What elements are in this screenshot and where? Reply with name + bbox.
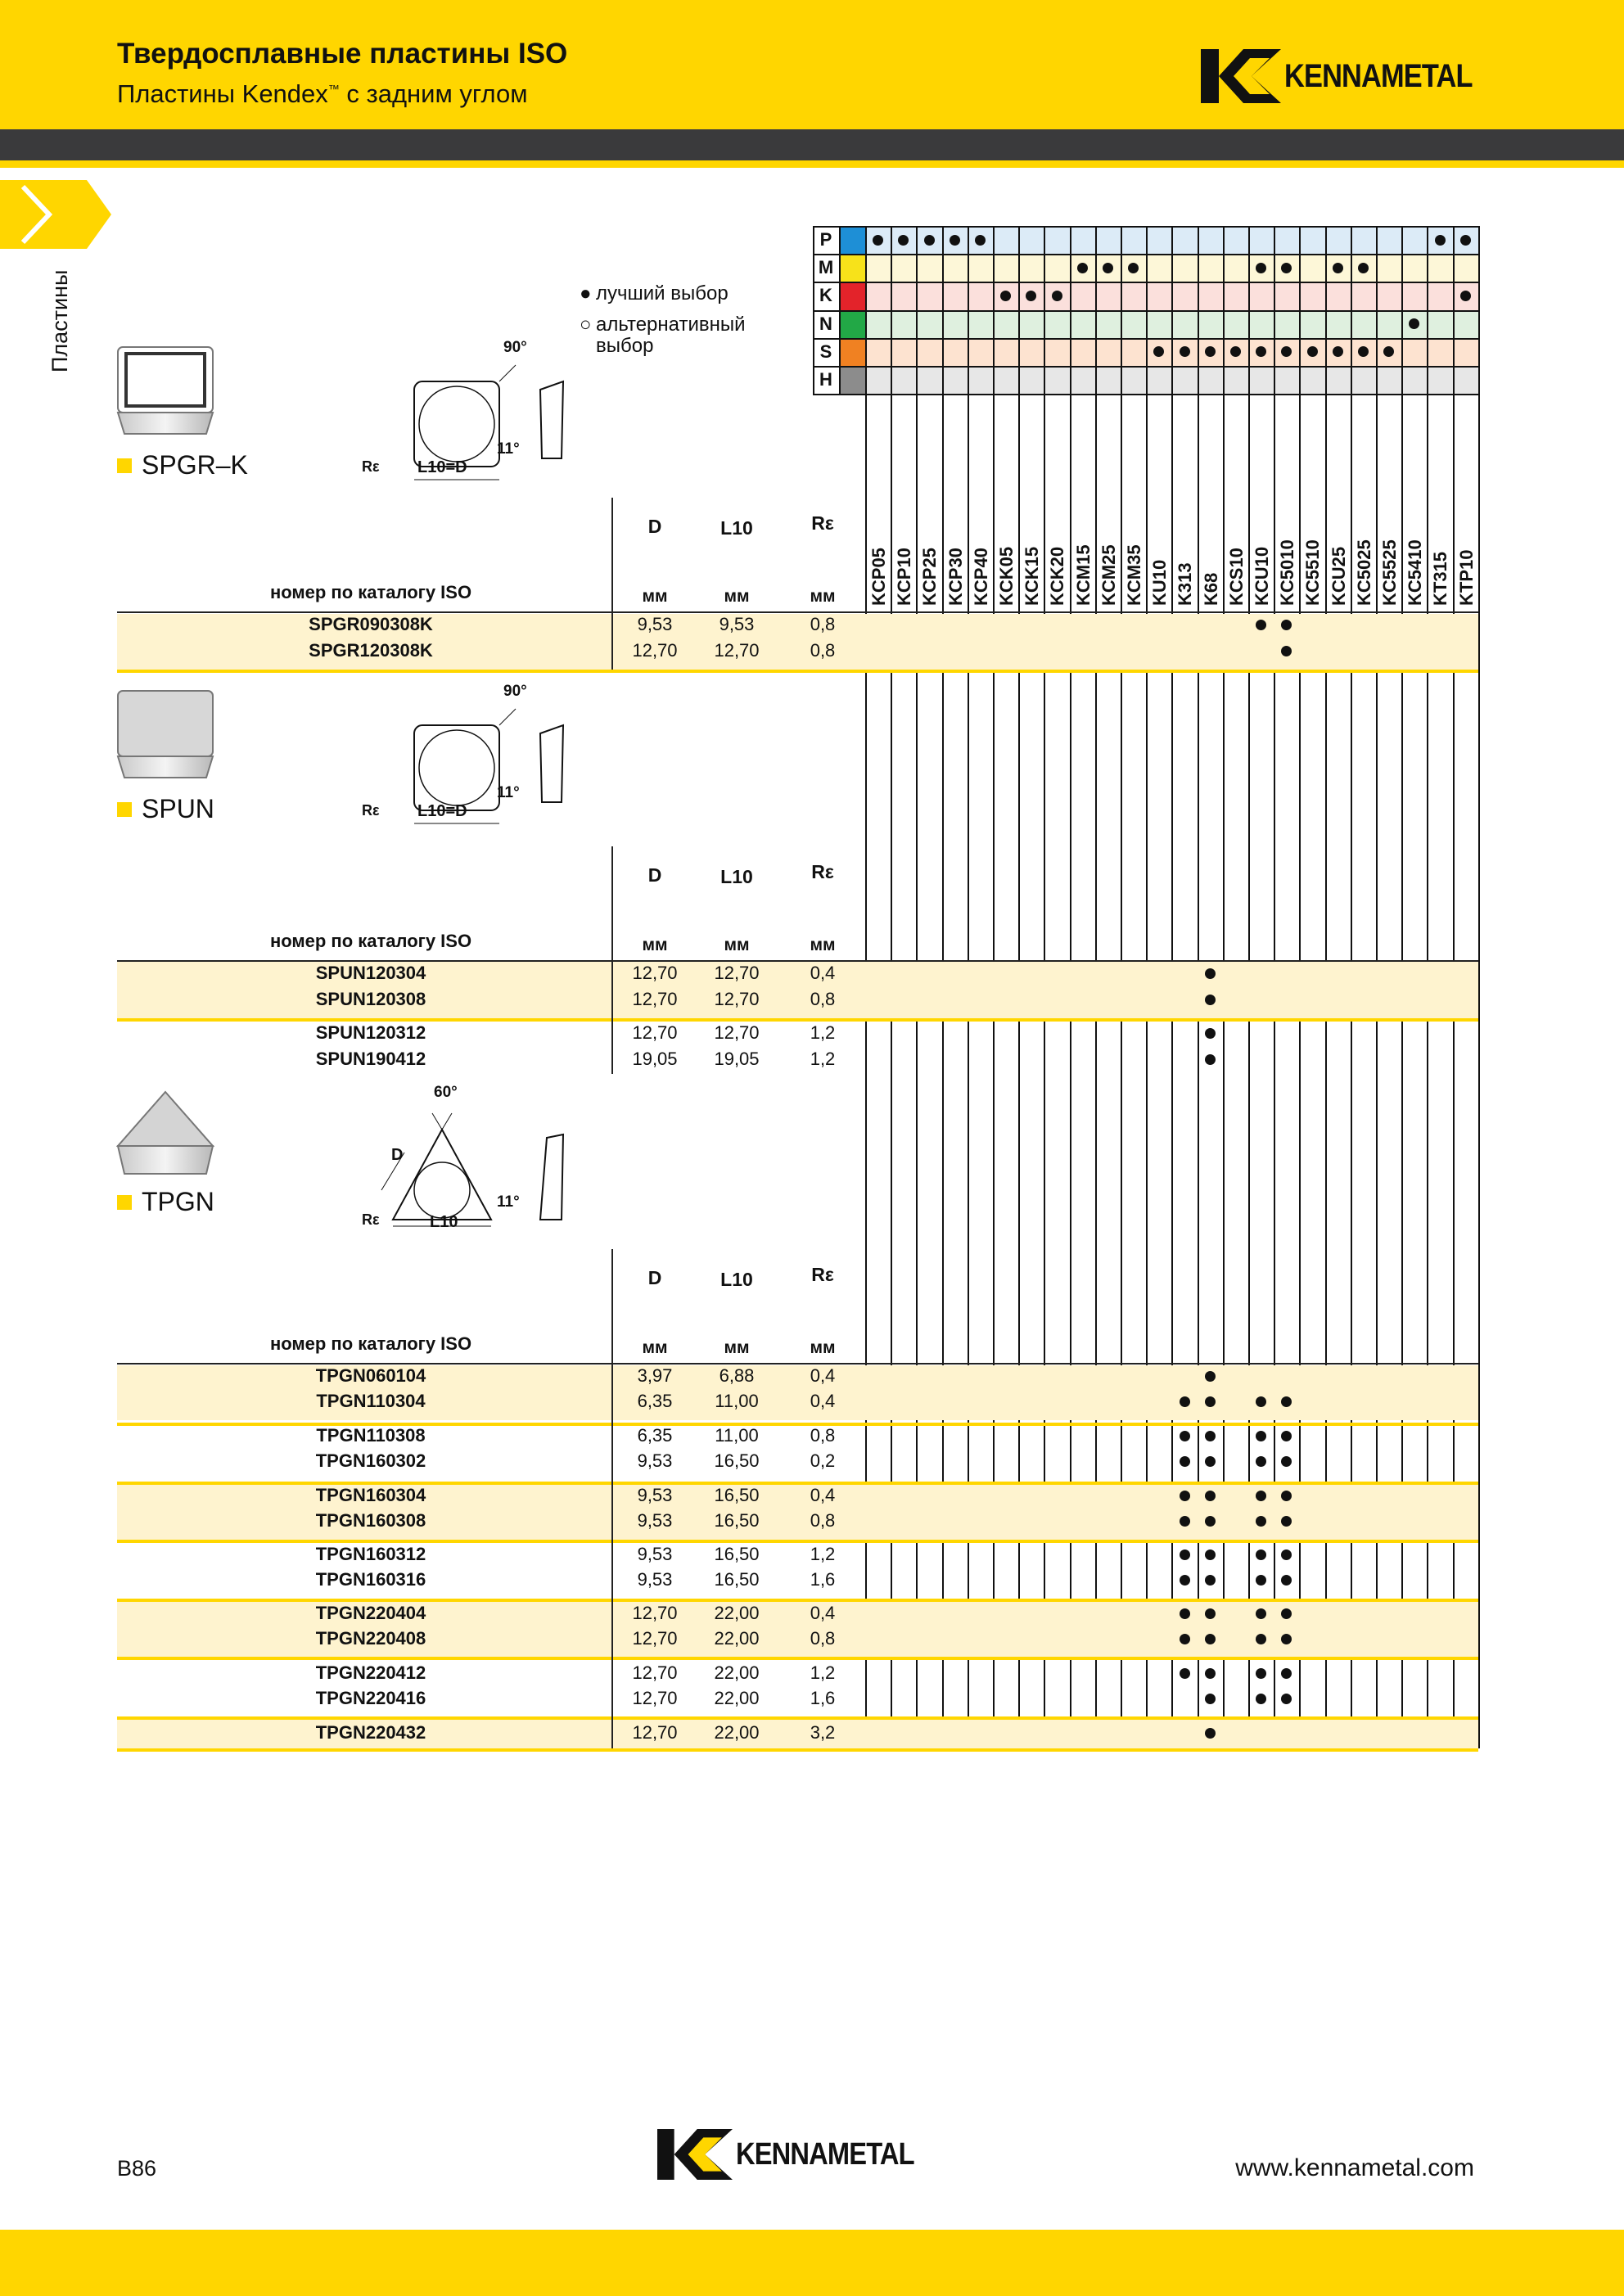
grade-recommendation-dot [1180, 1516, 1190, 1527]
value-re: 0,8 [810, 1628, 836, 1649]
grade-recommendation-dot [1205, 968, 1216, 979]
footer-yellow-band [0, 2230, 1624, 2296]
material-dot [1128, 263, 1139, 273]
grade-label: KCU25 [1328, 546, 1349, 606]
material-dot [1077, 263, 1088, 273]
clearance-angle-label: 11° [497, 440, 520, 458]
value-re: 1,2 [810, 1544, 836, 1564]
product-name-spgrk [117, 450, 248, 480]
header-l10: L10 [720, 517, 753, 539]
product-name-text: SPGR–K [142, 450, 248, 480]
material-dot [1180, 346, 1190, 357]
catalog-code: TPGN220412 [315, 1662, 426, 1683]
value-re: 0,4 [810, 963, 836, 983]
product-name-spun [117, 794, 214, 824]
value-d: 12,70 [632, 640, 678, 661]
corner-radius-label: Rε [362, 458, 380, 475]
grade-recommendation-dot [1205, 995, 1216, 1005]
header-d: D [647, 516, 662, 537]
grade-recommendation-dot [1180, 1549, 1190, 1560]
website-link[interactable]: www.kennametal.com [1235, 2154, 1474, 2181]
product-name-text: SPUN [142, 794, 214, 823]
grade-label: KTP10 [1455, 549, 1477, 606]
grade-recommendation-dot [1256, 1431, 1266, 1441]
value-l10: 22,00 [714, 1688, 760, 1708]
grade-recommendation-dot [1281, 646, 1292, 656]
grade-recommendation-dot [1180, 1491, 1190, 1501]
value-l10: 12,70 [714, 1022, 760, 1043]
material-color-swatch [839, 282, 865, 309]
grade-recommendation-dot [1256, 620, 1266, 630]
yellow-square-icon [117, 802, 132, 817]
value-d: 12,70 [632, 989, 678, 1009]
grade-recommendation-dot [1205, 1516, 1216, 1527]
header-yellow-line [0, 160, 1624, 168]
grade-recommendation-dot [1281, 1516, 1292, 1527]
angle-label: 60° [434, 1084, 458, 1101]
grade-recommendation-dot [1205, 1549, 1216, 1560]
header-iso-code: номер по каталогу ISO [269, 931, 472, 951]
value-d: 12,70 [632, 1662, 678, 1683]
material-dot [1358, 263, 1369, 273]
value-re: 1,2 [810, 1662, 836, 1683]
grade-label: KCK15 [1022, 546, 1043, 606]
material-code-p: P [813, 226, 839, 254]
value-re: 0,4 [810, 1485, 836, 1505]
catalog-code: SPUN190412 [315, 1049, 426, 1069]
legend-alternative: ○ альтернативный выбор [580, 314, 746, 357]
grade-label: KCM15 [1072, 544, 1094, 606]
grade-recommendation-dot [1205, 1456, 1216, 1467]
catalog-code: TPGN220408 [315, 1628, 426, 1649]
row-separator [117, 1748, 1478, 1752]
value-re: 0,4 [810, 1391, 836, 1411]
kennametal-logo: KENNAMETAL [1201, 49, 1503, 103]
matrix-frame-line [813, 226, 814, 394]
grade-label: KC5410 [1405, 539, 1426, 606]
row-separator [117, 1018, 1478, 1022]
insert-photo-icon [115, 344, 216, 438]
side-section-label: Пластины [47, 269, 72, 372]
value-re: 1,6 [810, 1569, 836, 1590]
value-l10: 16,50 [714, 1544, 760, 1564]
grade-recommendation-dot [1256, 1491, 1266, 1501]
grade-recommendation-dot [1180, 1456, 1190, 1467]
catalog-code: TPGN060104 [315, 1365, 426, 1386]
kennametal-k-icon [1201, 49, 1281, 103]
header-iso-code: номер по каталогу ISO [269, 1333, 472, 1354]
material-dot [1333, 263, 1343, 273]
header-re: Rε [811, 861, 834, 882]
material-color-swatch [839, 310, 865, 338]
table-header-line [117, 611, 1478, 613]
yellow-square-icon [117, 1195, 132, 1210]
row-separator [117, 1599, 1478, 1602]
page-subtitle: Пластины Kendex™ с задним углом [117, 79, 528, 108]
material-code-s: S [813, 338, 839, 366]
material-dot [1052, 291, 1062, 301]
header-unit-mm: мм [810, 936, 836, 954]
grade-recommendation-dot [1205, 1575, 1216, 1586]
header-unit-mm: мм [642, 936, 668, 954]
grade-label: KCP10 [894, 548, 915, 606]
clearance-angle-label: 11° [497, 1193, 520, 1211]
value-l10: 22,00 [714, 1628, 760, 1649]
corner-radius-label: Rε [362, 802, 380, 819]
material-dot [1460, 235, 1471, 246]
grade-recommendation-dot [1205, 1396, 1216, 1407]
grade-recommendation-dot [1180, 1396, 1190, 1407]
page-number: B86 [117, 2156, 157, 2181]
value-d: 6,35 [637, 1425, 673, 1446]
grade-recommendation-dot [1281, 1456, 1292, 1467]
grade-recommendation-dot [1256, 1668, 1266, 1679]
row-separator [117, 1716, 1478, 1720]
dimension-column-line [611, 846, 613, 1074]
grade-recommendation-dot [1281, 1431, 1292, 1441]
grade-label: KCM35 [1124, 544, 1144, 606]
page-header [0, 0, 1624, 129]
grade-recommendation-dot [1205, 1608, 1216, 1619]
catalog-code: TPGN220416 [315, 1688, 426, 1708]
value-re: 0,2 [810, 1450, 836, 1471]
material-color-swatch [839, 226, 865, 254]
grade-recommendation-dot [1256, 1456, 1266, 1467]
grade-recommendation-dot [1205, 1028, 1216, 1039]
grade-label: KC5025 [1353, 539, 1374, 606]
grade-recommendation-dot [1256, 1549, 1266, 1560]
grade-recommendation-dot [1281, 1491, 1292, 1501]
edge-length-label: L10 [430, 1213, 458, 1231]
grade-recommendation-dot [1256, 1634, 1266, 1644]
header-unit-mm: мм [724, 587, 750, 606]
value-d: 12,70 [632, 963, 678, 983]
grade-recommendation-dot [1256, 1694, 1266, 1704]
header-re: Rε [811, 512, 834, 534]
grade-label: KC5510 [1302, 539, 1324, 606]
material-code-m: M [813, 254, 839, 282]
dimension-column-line [611, 498, 613, 670]
value-l10: 22,00 [714, 1603, 760, 1623]
catalog-code: SPGR120308K [309, 640, 433, 661]
grade-label: KT315 [1430, 551, 1451, 606]
grade-recommendation-dot [1205, 1668, 1216, 1679]
grade-label: KCS10 [1225, 548, 1247, 606]
value-re: 0,8 [810, 640, 836, 661]
catalog-code: TPGN160312 [315, 1544, 426, 1564]
grade-recommendation-dot [1281, 1634, 1292, 1644]
value-l10: 16,50 [714, 1450, 760, 1471]
header-re: Rε [811, 1264, 834, 1285]
grade-column-line [1478, 226, 1480, 1748]
angle-label: 90° [503, 683, 527, 700]
grade-label: KC5525 [1379, 539, 1400, 606]
grade-recommendation-dot [1281, 620, 1292, 630]
grade-label: KCP05 [868, 548, 889, 606]
catalog-code: TPGN220404 [315, 1603, 426, 1623]
kennametal-k-icon [657, 2129, 733, 2180]
value-d: 3,97 [637, 1365, 673, 1386]
grade-recommendation-dot [1281, 1575, 1292, 1586]
grade-recommendation-dot [1180, 1668, 1190, 1679]
edge-length-label: L10=D [417, 458, 467, 476]
value-l10: 16,50 [714, 1510, 760, 1531]
legend-best: ● лучший выбор [580, 282, 729, 304]
insert-photo-icon [115, 1089, 216, 1183]
header-unit-mm: мм [724, 1338, 750, 1357]
value-l10: 12,70 [714, 989, 760, 1009]
material-dot [975, 235, 986, 246]
table-header-line [117, 960, 1478, 962]
grade-recommendation-dot [1281, 1396, 1292, 1407]
product-name-tpgn [117, 1187, 214, 1217]
dimension-column-line [611, 1249, 613, 1748]
table-header-line [117, 1363, 1478, 1365]
catalog-code: SPUN120312 [315, 1022, 426, 1043]
catalog-code: SPUN120308 [315, 989, 426, 1009]
value-d: 9,53 [637, 614, 673, 634]
value-d: 9,53 [637, 1569, 673, 1590]
catalog-code: TPGN160304 [315, 1485, 426, 1505]
material-dot [898, 235, 909, 246]
grade-recommendation-dot [1281, 1668, 1292, 1679]
catalog-code: TPGN110308 [316, 1425, 426, 1446]
page-title: Твердосплавные пластины ISO [117, 38, 568, 70]
catalog-code: TPGN160308 [315, 1510, 426, 1531]
grade-recommendation-dot [1205, 1054, 1216, 1065]
material-dot [1256, 263, 1266, 273]
grade-recommendation-dot [1256, 1516, 1266, 1527]
header-d: D [647, 1267, 662, 1288]
clearance-angle-label: 11° [497, 784, 520, 801]
value-l10: 12,70 [714, 963, 760, 983]
grade-label: KCP40 [970, 548, 991, 606]
material-code-n: N [813, 310, 839, 338]
grade-recommendation-dot [1205, 1491, 1216, 1501]
value-d: 12,70 [632, 1603, 678, 1623]
material-code-k: K [813, 282, 839, 309]
grade-recommendation-dot [1281, 1549, 1292, 1560]
material-color-swatch [839, 254, 865, 282]
catalog-code: TPGN110304 [316, 1391, 426, 1411]
material-dot [1103, 263, 1113, 273]
header-unit-mm: мм [724, 936, 750, 954]
header-unit-mm: мм [810, 1338, 836, 1357]
grade-recommendation-dot [1256, 1608, 1266, 1619]
catalog-code: TPGN160302 [315, 1450, 426, 1471]
grade-recommendation-dot [1180, 1608, 1190, 1619]
grade-label: KC5010 [1277, 539, 1298, 606]
grade-recommendation-dot [1205, 1431, 1216, 1441]
material-code-h: H [813, 366, 839, 394]
value-l10: 19,05 [714, 1049, 760, 1069]
grade-label: KCU10 [1252, 546, 1272, 606]
grade-recommendation-dot [1205, 1694, 1216, 1704]
row-separator [117, 1540, 1478, 1543]
angle-label: 90° [503, 339, 527, 356]
value-d: 19,05 [632, 1049, 678, 1069]
material-dot [1460, 291, 1471, 301]
grade-recommendation-dot [1281, 1694, 1292, 1704]
value-re: 0,8 [810, 614, 836, 634]
product-name-text: TPGN [142, 1187, 214, 1216]
grade-recommendation-dot [1180, 1634, 1190, 1644]
inscribed-diameter-label: D [391, 1146, 404, 1164]
material-color-swatch [839, 338, 865, 366]
header-d: D [647, 864, 662, 886]
header-unit-mm: мм [810, 587, 836, 606]
value-l10: 22,00 [714, 1722, 760, 1743]
insert-photo-icon [115, 688, 216, 782]
value-re: 0,4 [810, 1365, 836, 1386]
row-separator [117, 1657, 1478, 1660]
header-unit-mm: мм [642, 587, 668, 606]
value-d: 6,35 [637, 1391, 673, 1411]
value-re: 1,2 [810, 1022, 836, 1043]
grade-recommendation-dot [1281, 1608, 1292, 1619]
value-d: 9,53 [637, 1485, 673, 1505]
kennametal-footer-logo: KENNAMETAL [657, 2129, 943, 2180]
catalog-code: TPGN220432 [315, 1722, 426, 1743]
header-unit-mm: мм [642, 1338, 668, 1357]
value-re: 3,2 [810, 1722, 836, 1743]
value-re: 1,6 [810, 1688, 836, 1708]
value-re: 0,8 [810, 989, 836, 1009]
grade-recommendation-dot [1205, 1371, 1216, 1382]
header-l10: L10 [720, 866, 753, 887]
value-d: 9,53 [637, 1510, 673, 1531]
value-d: 12,70 [632, 1688, 678, 1708]
corner-radius-label: Rε [362, 1211, 380, 1228]
material-dot [873, 235, 883, 246]
value-re: 1,2 [810, 1049, 836, 1069]
value-l10: 16,50 [714, 1569, 760, 1590]
grade-label: KU10 [1149, 559, 1171, 606]
value-l10: 12,70 [714, 640, 760, 661]
value-l10: 11,00 [715, 1391, 759, 1411]
value-re: 0,4 [810, 1603, 836, 1623]
value-l10: 16,50 [714, 1485, 760, 1505]
value-l10: 22,00 [714, 1662, 760, 1683]
header-dark-band [0, 129, 1624, 160]
value-d: 12,70 [632, 1628, 678, 1649]
value-d: 12,70 [632, 1722, 678, 1743]
material-dot [1435, 235, 1446, 246]
material-dot [924, 235, 935, 246]
yellow-square-icon [117, 458, 132, 473]
value-l10: 9,53 [719, 614, 755, 634]
material-dot [950, 235, 960, 246]
grade-label: KCP30 [945, 548, 966, 606]
header-iso-code: номер по каталогу ISO [269, 582, 472, 602]
value-l10: 11,00 [715, 1425, 759, 1446]
matrix-frame-line [839, 226, 841, 394]
row-separator [117, 670, 1478, 673]
material-dot [1307, 346, 1318, 357]
grade-recommendation-dot [1205, 1634, 1216, 1644]
value-d: 9,53 [637, 1450, 673, 1471]
grade-recommendation-dot [1256, 1575, 1266, 1586]
grade-label: KCM25 [1098, 544, 1119, 606]
value-d: 9,53 [637, 1544, 673, 1564]
material-dot [1000, 291, 1011, 301]
value-d: 12,70 [632, 1022, 678, 1043]
value-l10: 6,88 [719, 1365, 755, 1386]
catalog-code: TPGN160316 [315, 1569, 426, 1590]
grade-recommendation-dot [1180, 1575, 1190, 1586]
value-re: 0,8 [810, 1425, 836, 1446]
grade-label: KCK20 [1047, 546, 1068, 606]
grade-label: K68 [1200, 572, 1221, 606]
section-chevron-icon [0, 180, 115, 249]
grade-recommendation-dot [1180, 1431, 1190, 1441]
grade-recommendation-dot [1205, 1728, 1216, 1739]
value-re: 0,8 [810, 1510, 836, 1531]
grade-label: KCK05 [996, 546, 1017, 606]
catalog-code: SPUN120304 [315, 963, 426, 983]
material-color-swatch [839, 366, 865, 394]
grade-label: K313 [1175, 562, 1196, 606]
edge-length-label: L10=D [417, 802, 467, 820]
grade-recommendation-dot [1256, 1396, 1266, 1407]
catalog-code: SPGR090308K [309, 614, 433, 634]
header-l10: L10 [720, 1269, 753, 1290]
grade-label: KCP25 [919, 548, 941, 606]
